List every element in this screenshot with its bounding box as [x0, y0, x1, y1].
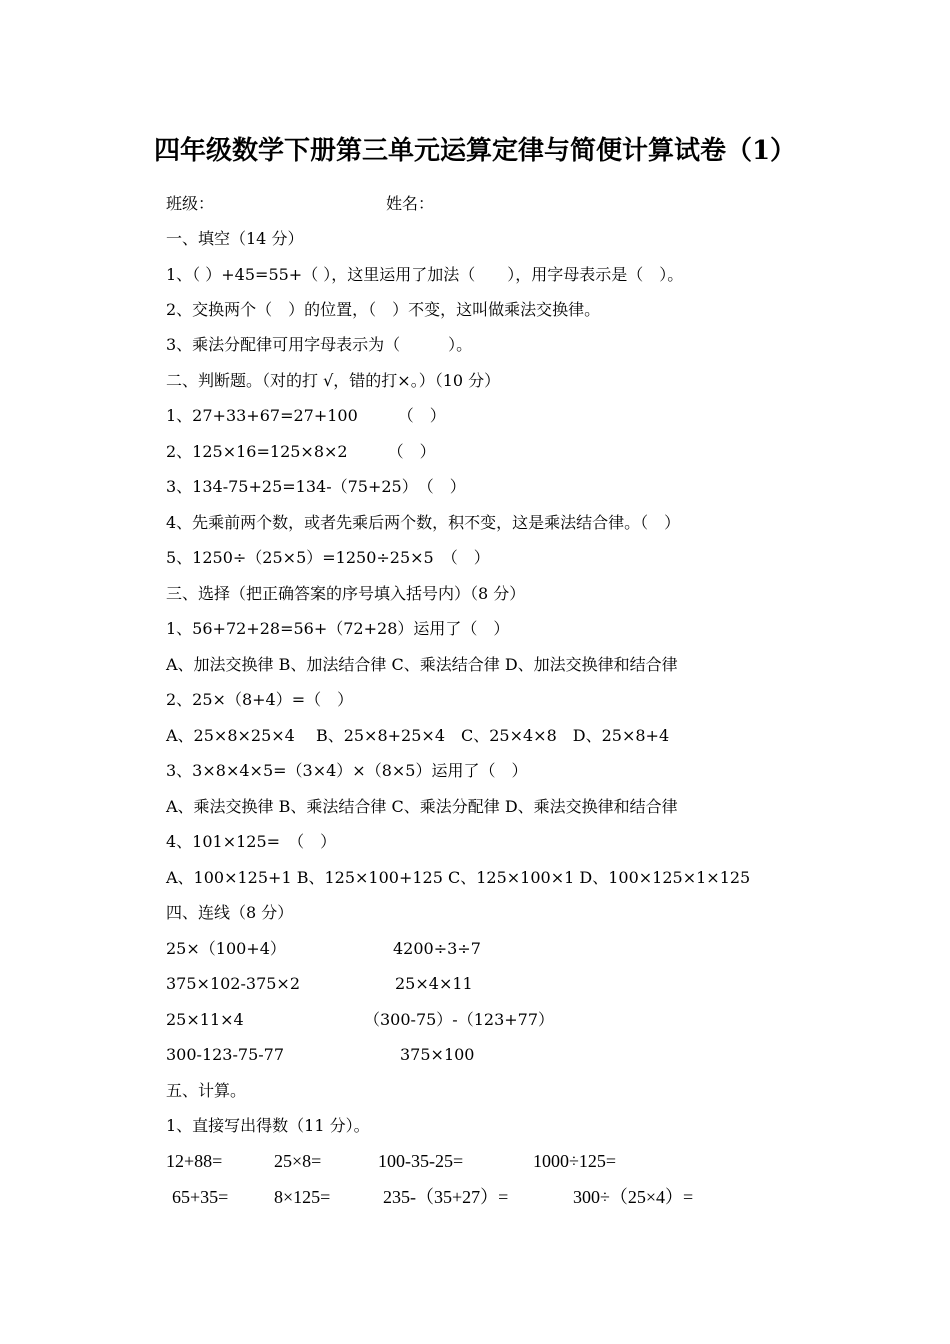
section2-q2: 2、125×16=125×8×2 （ ） — [166, 442, 436, 461]
page-title: 四年级数学下册第三单元运算定律与简便计算试卷（1） — [153, 136, 797, 166]
calc-item: 8×125= — [274, 1187, 331, 1207]
section5-heading: 五、计算。 — [166, 1081, 247, 1100]
calc-item: 235-（35+27）= — [383, 1187, 509, 1207]
match-left-item: 300-123-75-77 — [166, 1045, 285, 1064]
match-left-item: 25×（100+4） — [166, 939, 286, 958]
section1-q1: 1、（ ）+45=55+（ ），这里运用了加法（ ），用字母表示是（ ）。 — [166, 265, 684, 284]
section1-q2: 2、交换两个（ ）的位置，（ ）不变，这叫做乘法交换律。 — [166, 300, 601, 319]
match-left-item: 25×11×4 — [166, 1010, 244, 1029]
section2-q4: 4、先乘前两个数，或者先乘后两个数，积不变，这是乘法结合律。（ ） — [166, 513, 681, 532]
class-label: 班级： — [166, 194, 215, 213]
calc-item: 300÷（25×4）= — [573, 1187, 694, 1207]
section3-q2-options: A、25×8×25×4 B、25×8+25×4 C、25×4×8 D、25×8+4 — [166, 726, 670, 745]
calc-item: 100-35-25= — [378, 1151, 464, 1171]
match-right-item: （300-75）-（123+77） — [364, 1010, 555, 1029]
section2-q1: 1、27+33+67=27+100 （ ） — [166, 406, 446, 425]
section2-q5: 5、1250÷（25×5）=1250÷25×5 （ ） — [166, 548, 490, 567]
calc-item: 1000÷125= — [533, 1151, 617, 1171]
calc-item: 12+88= — [166, 1151, 223, 1171]
section2-q3: 3、134-75+25=134-（75+25） （ ） — [166, 477, 466, 496]
calc-item: 65+35= — [172, 1187, 229, 1207]
section3-q1-options: A、加法交换律 B、加法结合律 C、乘法结合律 D、加法交换律和结合律 — [166, 655, 678, 674]
section5-sub1: 1、直接写出得数（11 分）。 — [166, 1116, 370, 1135]
section3-q4: 4、101×125= （ ） — [166, 832, 337, 851]
section2-heading: 二、判断题。（对的打 √，错的打×。）（10 分） — [166, 371, 501, 390]
section3-q1: 1、56+72+28=56+（72+28）运用了（ ） — [166, 619, 510, 638]
match-left-item: 375×102-375×2 — [166, 974, 301, 993]
match-right-item: 4200÷3÷7 — [393, 939, 481, 958]
section1-heading: 一、填空（14 分） — [166, 229, 304, 248]
section3-q2: 2、25×（8+4）=（ ） — [166, 690, 354, 709]
section3-q3-options: A、乘法交换律 B、乘法结合律 C、乘法分配律 D、乘法交换律和结合律 — [166, 797, 678, 816]
name-label: 姓名： — [386, 194, 435, 213]
calc-item: 25×8= — [274, 1151, 322, 1171]
section3-q3: 3、3×8×4×5=（3×4）×（8×5）运用了（ ） — [166, 761, 528, 780]
match-right-item: 375×100 — [400, 1045, 475, 1064]
section1-q3: 3、乘法分配律可用字母表示为（ ）。 — [166, 335, 473, 354]
match-right-item: 25×4×11 — [395, 974, 473, 993]
section3-heading: 三、选择（把正确答案的序号填入括号内）（8 分） — [166, 584, 526, 603]
section4-heading: 四、连线（8 分） — [166, 903, 294, 922]
section3-q4-options: A、100×125+1 B、125×100+125 C、125×100×1 D、100×125×1×125 — [166, 868, 751, 887]
